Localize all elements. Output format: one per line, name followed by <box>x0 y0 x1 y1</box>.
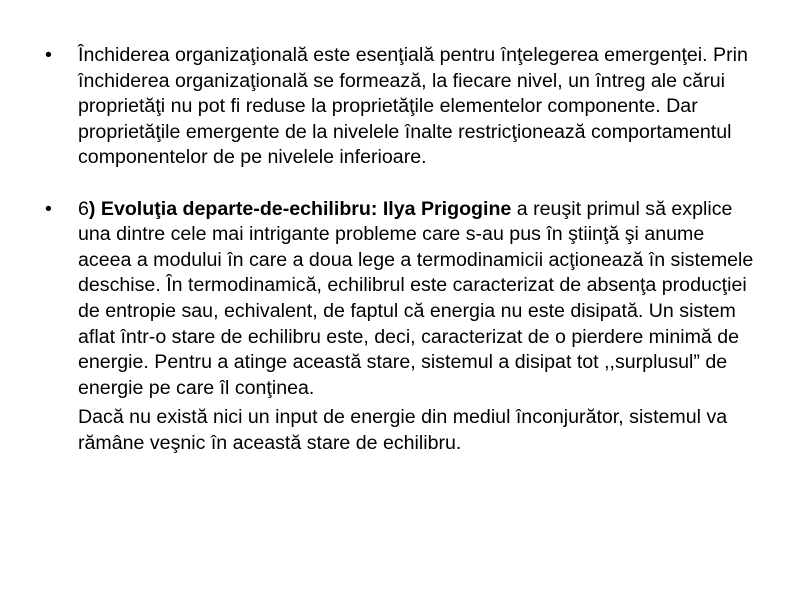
bullet-marker: • <box>45 44 52 66</box>
bullet-text: a reuşit primul să explice una dintre cele mai intrigante probleme care s-au pus în ştiinţă şi anume aceea a modului în care a doua lege a termodinamicii acţionează în sistemele deschise. În termodinamică, echilibrul este caracterizat de absenţa producţiei de entropie sau, echivalent, de faptul că energia nu este disipată. Un sistem aflat într-o stare de echilibru este, deci, caracterizat de o pierdere minimă de energie. Pentru a atinge această stare, sistemul a disipat tot ,,surplusul” de energie pe care îl conţinea. <box>78 197 754 399</box>
followup-text: Dacă nu există nici un input de energie din mediul înconjurător, sistemul va rămâne veşnic în această stare de echilibru. <box>78 406 728 454</box>
item-heading: ) Evoluţia departe-de-echilibru: Ilya Prigogine <box>88 197 512 220</box>
bullet-item-organizational-closure <box>45 43 762 171</box>
bullet-marker: • <box>45 197 52 220</box>
item-number: 6 <box>78 197 89 220</box>
bullet-text: Închiderea organizaţională este esenţială pentru înţelegerea emergenţei. Prin închiderea organizaţională se formează, la fiecare nivel, un întreg ale cărui proprietăţi nu pot fi reduse la proprietăţile elementelor componente. Dar proprietăţile emergente de la nivelele înalte restricţionează comportamentul componentelor de pe nivelele inferioare. <box>78 44 748 169</box>
followup-paragraph <box>78 405 762 456</box>
slide-content <box>45 43 762 457</box>
bullet-item-far-from-equilibrium <box>45 197 762 402</box>
